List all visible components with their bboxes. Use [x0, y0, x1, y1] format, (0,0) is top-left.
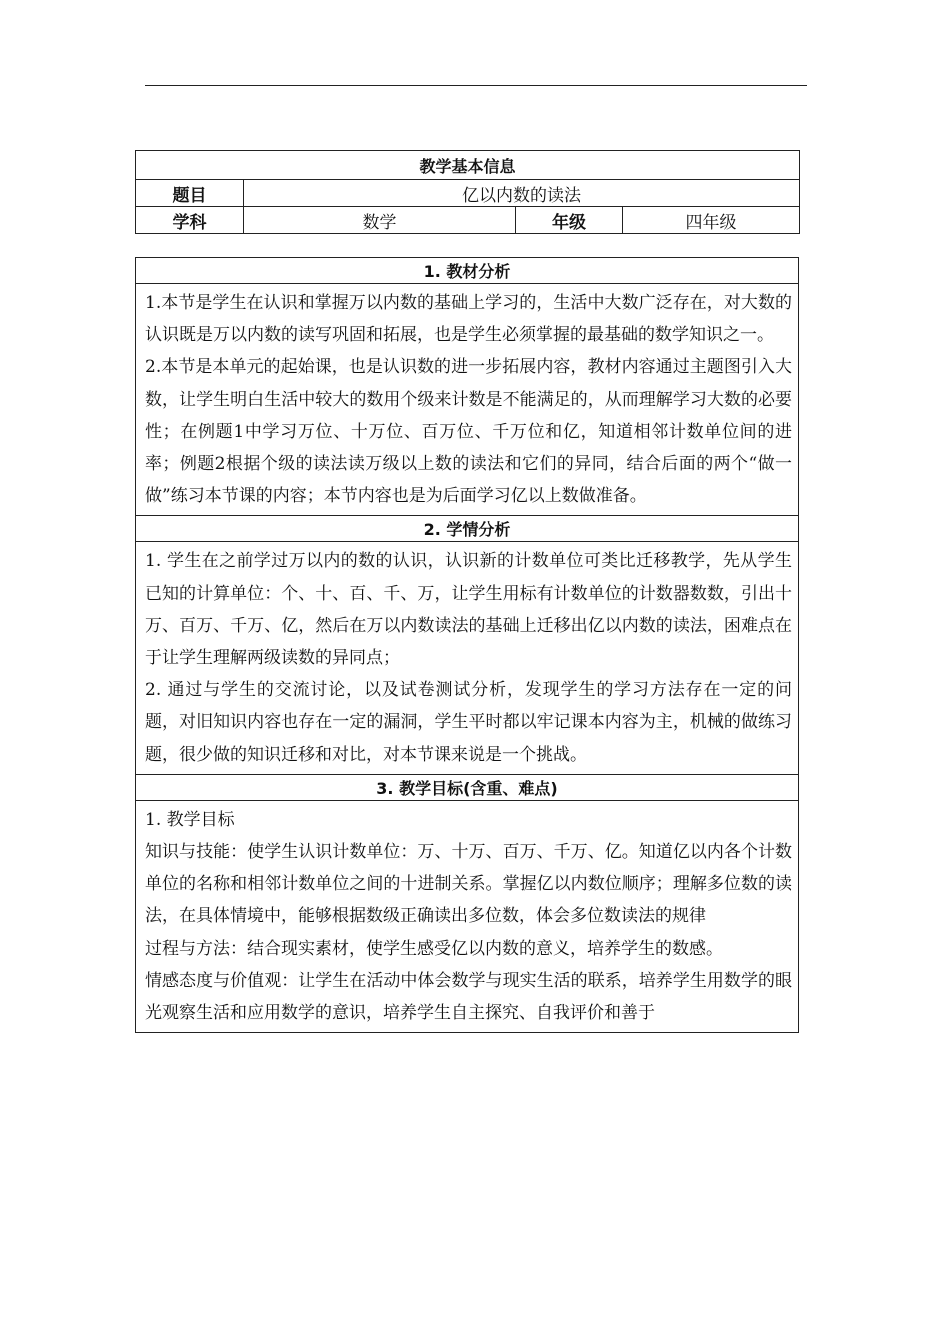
paragraph: 过程与方法：结合现实素材，使学生感受亿以内数的意义，培养学生的数感。: [145, 938, 723, 959]
section-heading-textbook-analysis: 1. 教材分析: [136, 258, 799, 284]
teaching-analysis-table: [135, 257, 799, 1033]
grade-label: 年级: [516, 207, 623, 234]
paragraph: 1. 学生在之前学过万以内的数的认识，认识新的计数单位可类比迁移教学，先从学生已知的计算单位：个、十、百、千、万，让学生用标有计数单位的计数器数数，引出十万、百万、千万、亿，然后在万以内数读法的基础上迁移出亿以内数的读法，困难点在于让学生理解两级读数的异同点；: [145, 551, 792, 669]
grade-value: 四年级: [623, 207, 800, 234]
paragraph: 情感态度与价值观：让学生在活动中体会数学与现实生活的联系，培养学生用数学的眼光观察生活和应用数学的意识，培养学生自主探究、自我评价和善于: [145, 970, 792, 1024]
section-heading-teaching-goals: 3. 教学目标(含重、难点): [136, 774, 799, 800]
subject-label: 学科: [136, 207, 244, 234]
section-body-student-analysis: [136, 542, 799, 774]
section-heading-student-analysis: 2. 学情分析: [136, 516, 799, 542]
paragraph: 知识与技能：使学生认识计数单位：万、十万、百万、千万、亿。知道亿以内各个计数单位的名称和相邻计数单位之间的十进制关系。掌握亿以内数位顺序；理解多位数的读法，在具体情境中，能够根据数级正确读出多位数，体会多位数读法的规律: [145, 842, 792, 927]
subject-value: 数学: [244, 207, 516, 234]
paragraph: 1. 教学目标: [145, 809, 235, 830]
info-table-title: 教学基本信息: [136, 151, 800, 180]
paragraph: 1.本节是学生在认识和掌握万以内数的基础上学习的，生活中大数广泛存在，对大数的认识既是万以内数的读写巩固和拓展，也是学生必须掌握的最基础的数学知识之一。: [145, 293, 792, 346]
page-header-rule: [145, 85, 807, 86]
section-body-teaching-goals: [136, 800, 799, 1032]
section-body-textbook-analysis: [136, 284, 799, 516]
paragraph: 2.本节是本单元的起始课，也是认识数的进一步拓展内容，教材内容通过主题图引入大数，让学生明白生活中较大的数用个级来计数是不能满足的，从而理解学习大数的必要性；在例题1中学习万位、十万位、百万位、千万位和亿，知道相邻计数单位间的进率；例题2根据个级的读法读万级以上数的读法和它们的异同，结合后面的两个“做一做”练习本节课的内容；本节内容也是为后面学习亿以上数做准备。: [145, 357, 792, 507]
topic-value: 亿以内数的读法: [244, 180, 800, 207]
basic-info-table: [135, 150, 800, 234]
paragraph: 2. 通过与学生的交流讨论，以及试卷测试分析，发现学生的学习方法存在一定的问题，对旧知识内容也存在一定的漏洞，学生平时都以牢记课本内容为主，机械的做练习题，很少做的知识迁移和对比，对本节课来说是一个挑战。: [145, 680, 792, 765]
topic-label: 题目: [136, 180, 244, 207]
